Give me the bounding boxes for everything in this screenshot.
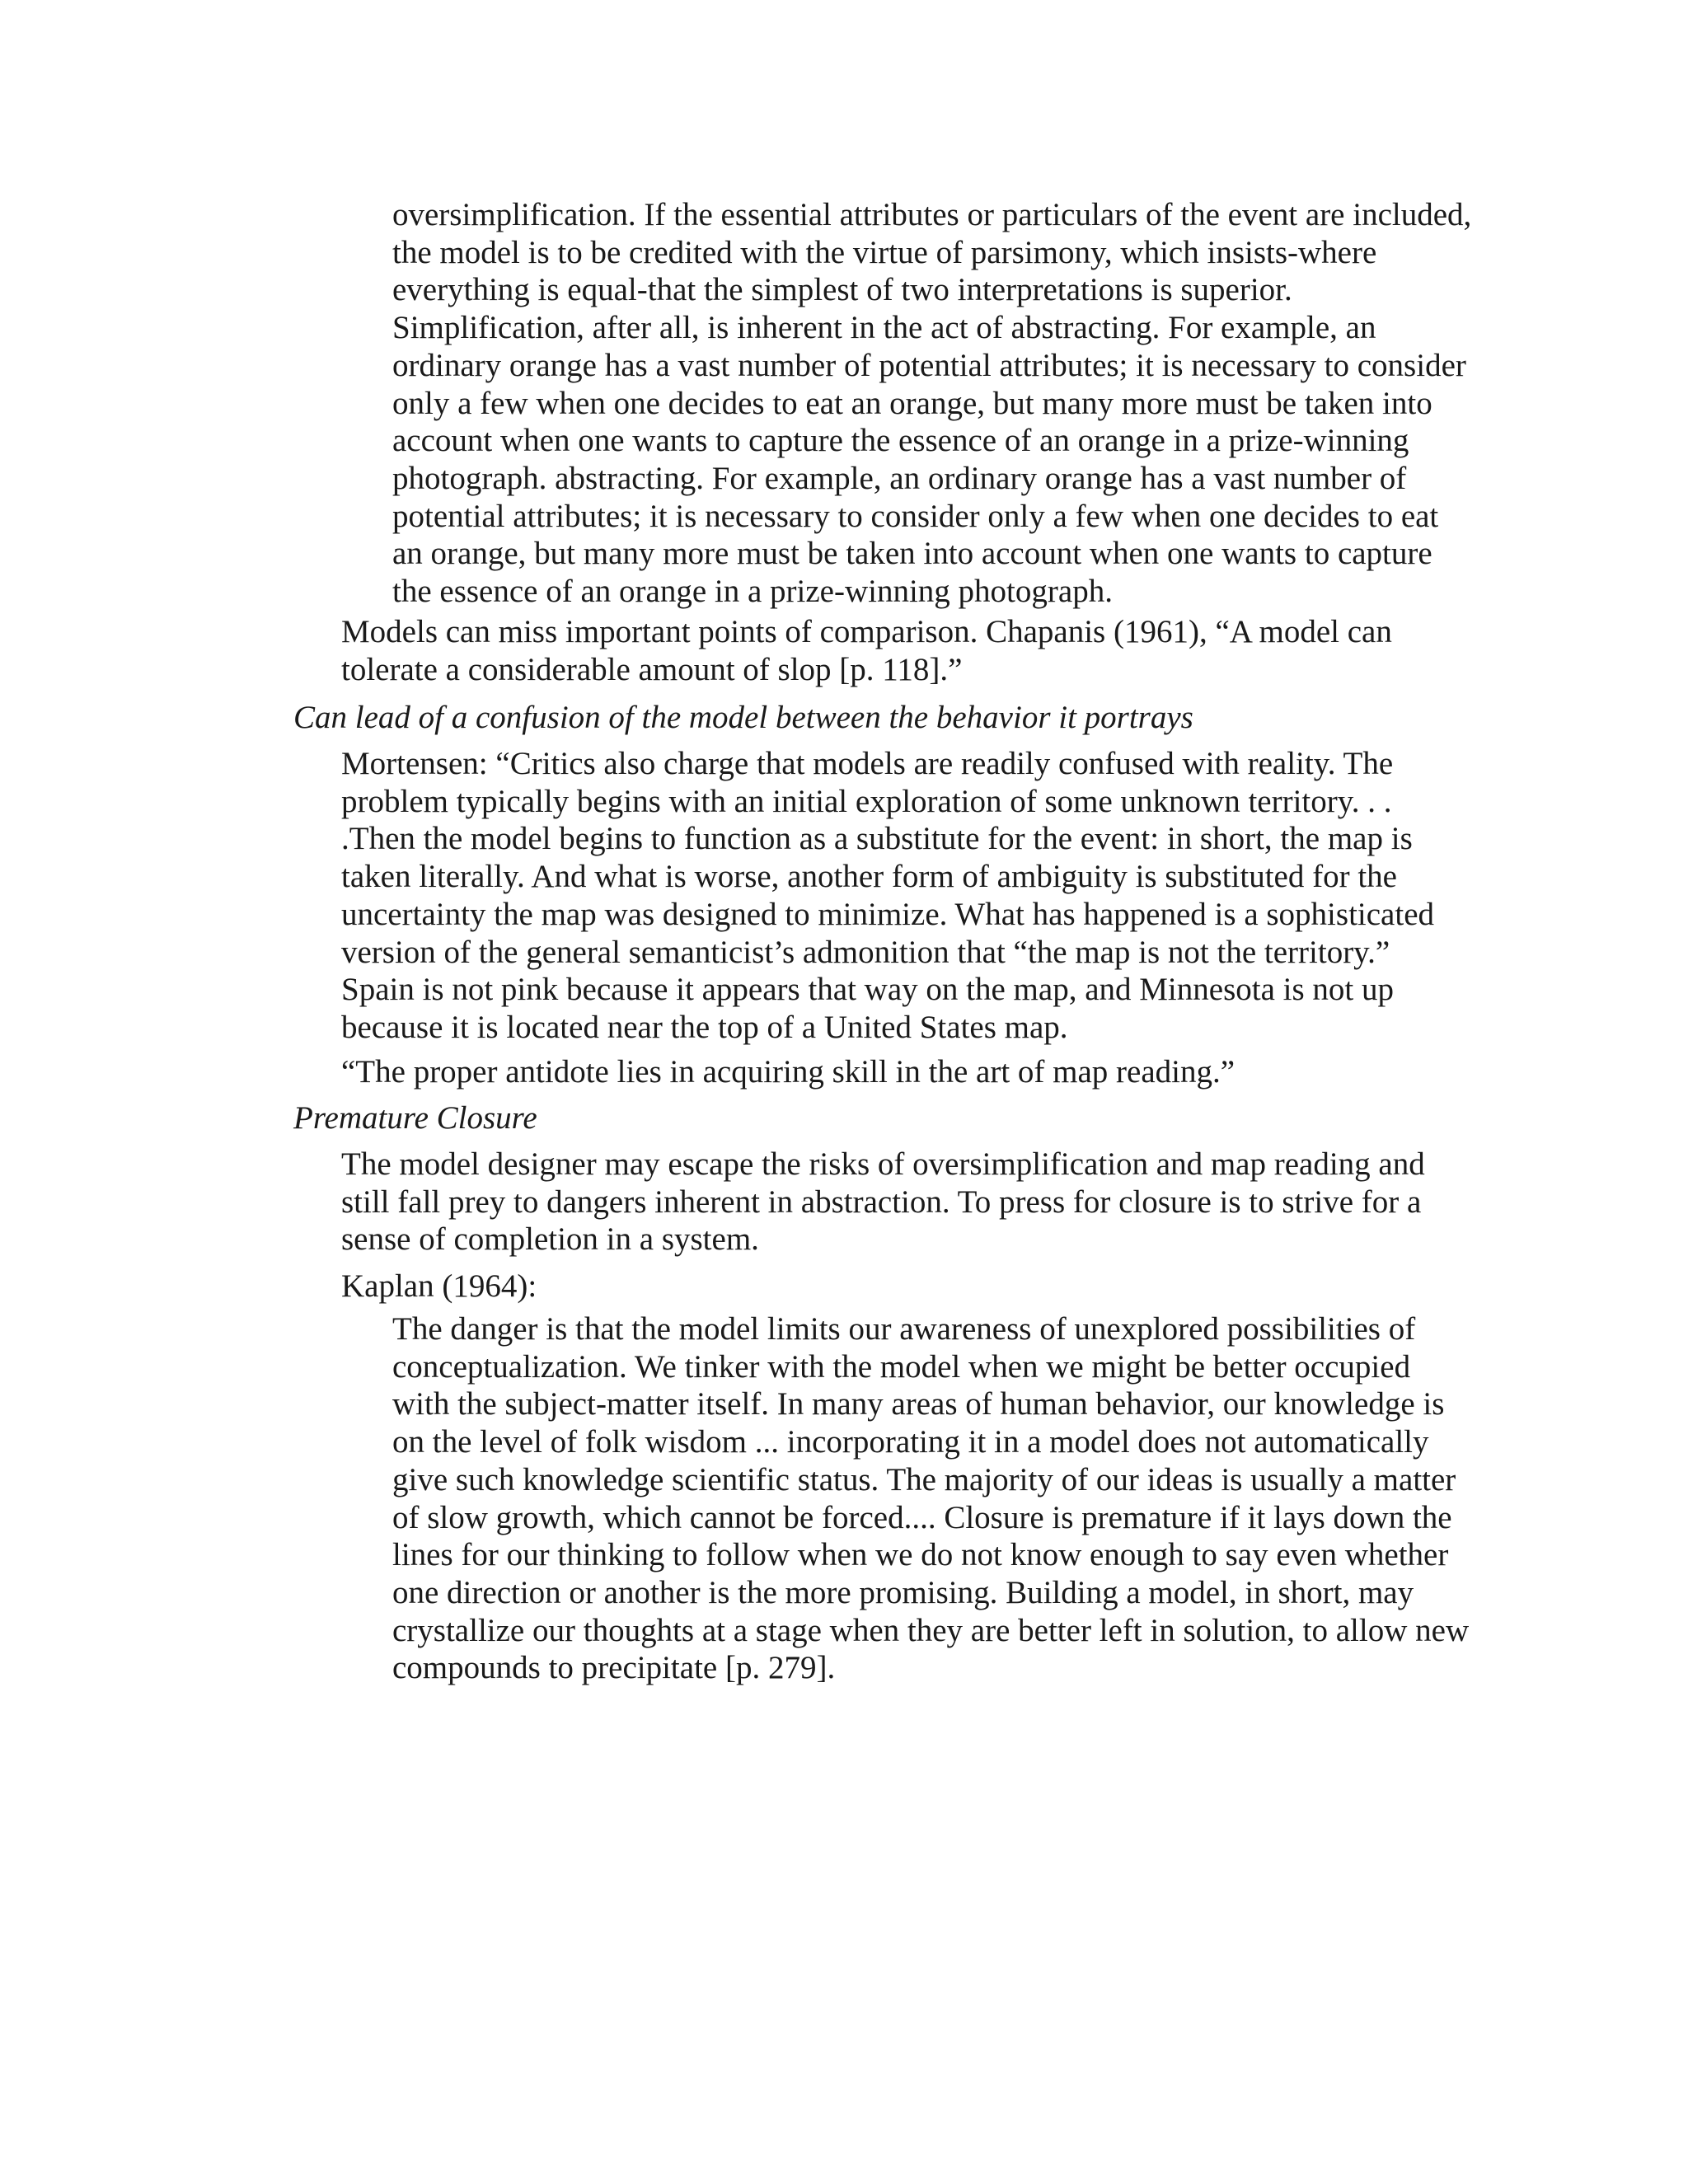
quote-continuation-paragraph: oversimplification. If the essential attributes or particulars of the event are included, the model is to be credited with the virtue of parsimony, which insists-where everything is equal-that the simplest of two interpretations is superior. Simplification, after all, is inherent in the act of abstracting. For example, an ordinary orange has a vast number of potential attributes; it is necessary to consider only a few when one decides to eat an orange, but many more must be taken into account when one wants to capture the essence of an orange in a prize-winning photograph. abstracting. For example, an ordinary orange has a vast number of potential attributes; it is necessary to consider only a few when one decides to eat an orange, but many more must be taken into account when one wants to capture the essence of an orange in a prize-winning photograph. xyxy=(392,197,1472,610)
kaplan-intro: Kaplan (1964): xyxy=(341,1268,537,1304)
section-heading-premature-closure: Premature Closure xyxy=(293,1100,537,1136)
chapanis-paragraph: Models can miss important points of comparison. Chapanis (1961), “A model can tolerate a considerable amount of slop [p. 118].” xyxy=(341,614,1392,687)
antidote-paragraph: “The proper antidote lies in acquiring skill in the art of map reading.” xyxy=(341,1054,1236,1090)
mortensen-paragraph: Mortensen: “Critics also charge that models are readily confused with reality. The problem typically begins with an initial exploration of some unknown territory. . . .Then the model begins to function as a substitute for the event: in short, the map is taken literally. And what is worse, another form of ambiguity is substituted for the uncertainty the map was designed to minimize. What has happened is a sophisticated version of the general semanticist’s admonition that “the map is not the territory.” Spain is not pink because it appears that way on the map, and Minnesota is not up because it is located near the top of a United States map. xyxy=(341,746,1434,1045)
closure-paragraph: The model designer may escape the risks of oversimplification and map reading and still fall prey to dangers inherent in abstraction. To press for closure is to strive for a sense of completion in a system. xyxy=(341,1146,1425,1258)
kaplan-quote-paragraph: The danger is that the model limits our awareness of unexplored possibilities of conceptualization. We tinker with the model when we might be better occupied with the subject-matter itself. In many areas of human behavior, our knowledge is on the level of folk wisdom ... incorporating it in a model does not automatically give such knowledge scientific status. The majority of our ideas is usually a matter of slow growth, which cannot be forced.... Closure is premature if it lays down the lines for our thinking to follow when we do not know enough to say even whether one direction or another is the more promising. Building a model, in short, may crystallize our thoughts at a stage when they are better left in solution, to allow new compounds to precipitate [p. 279]. xyxy=(392,1311,1470,1686)
section-heading-confusion: Can lead of a confusion of the model between the behavior it portrays xyxy=(293,700,1193,735)
